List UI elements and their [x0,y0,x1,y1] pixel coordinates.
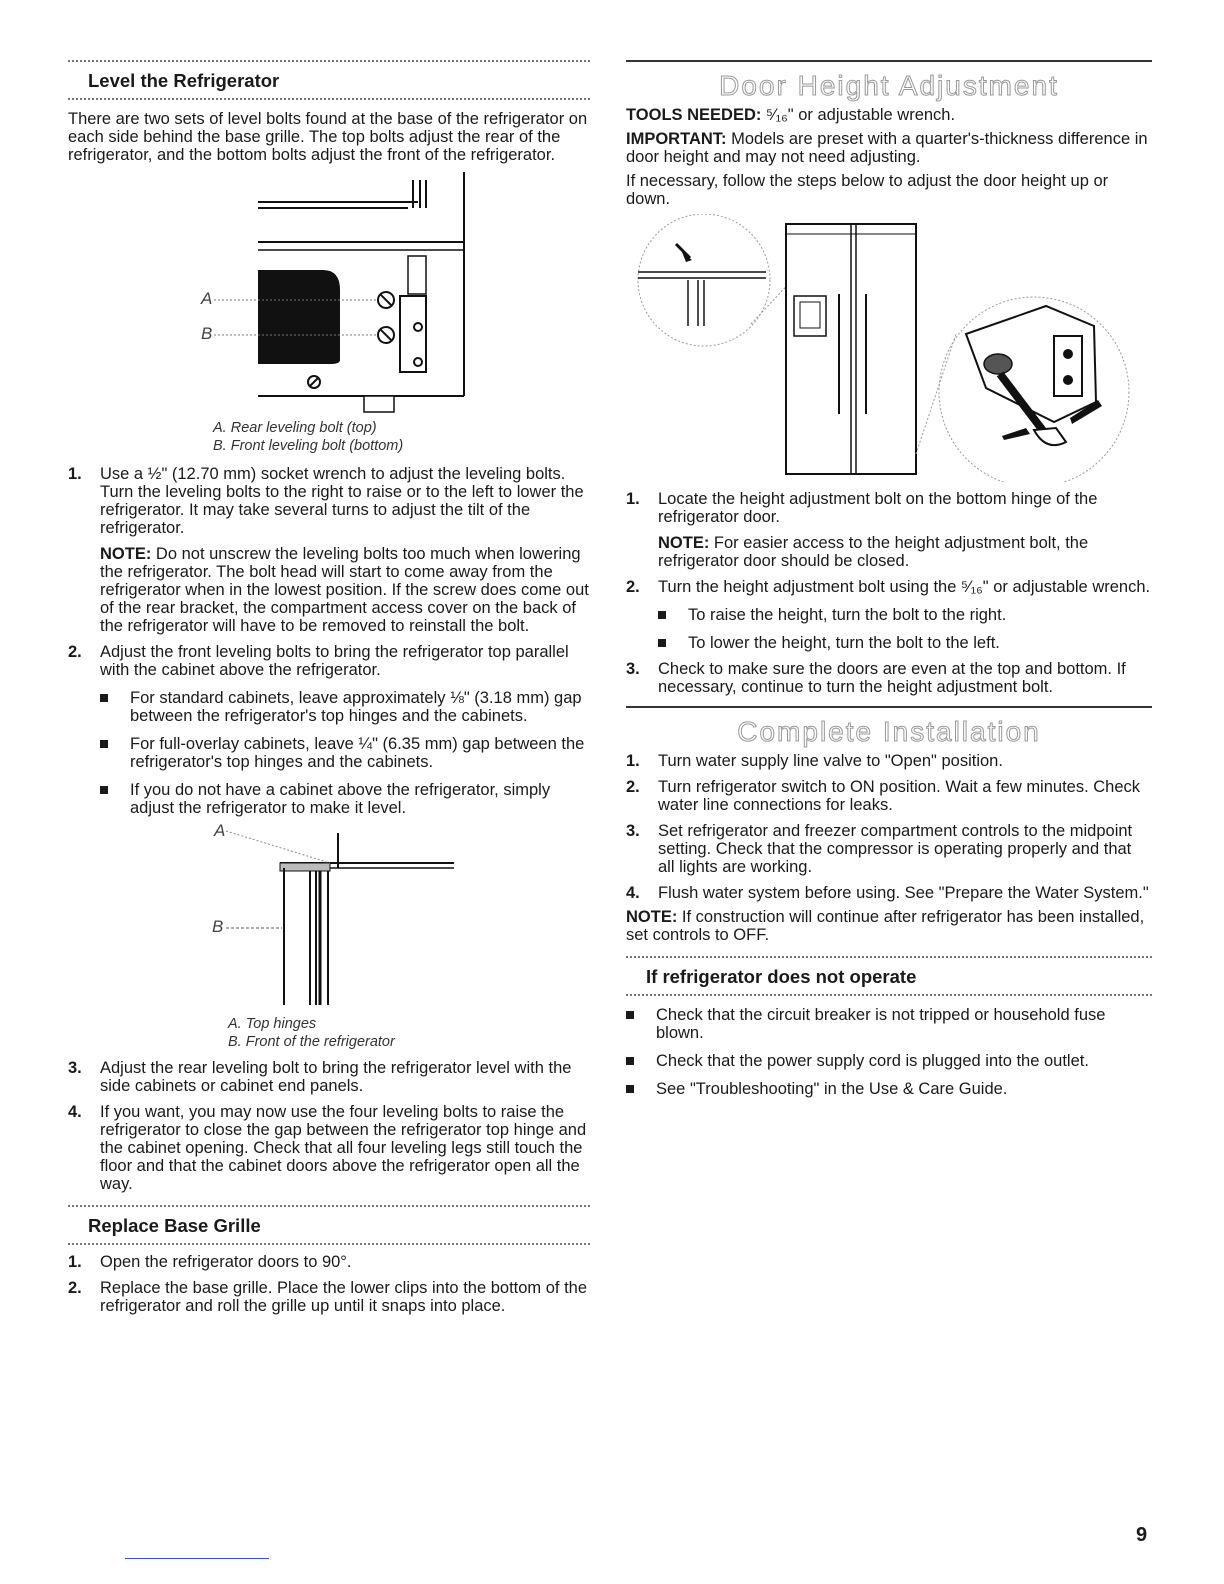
complete-note [626,908,1152,944]
tools-needed [626,106,1152,124]
note-text: If construction will continue after refrigerator has been installed, set controls to OFF. [626,908,1145,944]
list-item [68,643,590,817]
left-column [68,60,590,1315]
list-item [626,490,1152,570]
bullet-item: For standard cabinets, leave approximately ⅛" (3.18 mm) gap between the refrigerator's top hinges and the cabinets. [100,689,590,725]
step-number: 2. [626,778,640,796]
fig2-caption-b: B. Front of the refrigerator [228,1034,395,1050]
leveling-bolts-illustration [68,172,590,417]
level-steps-continued [68,1059,590,1193]
bullet-item: To raise the height, turn the bolt to the right. [658,606,1152,624]
step-text: Adjust the front leveling bolts to bring the refrigerator top parallel with the cabinet above the refrigerator. [100,643,569,679]
bullet-list [658,606,1152,652]
list-item [68,1253,590,1271]
step-number: 2. [626,578,640,596]
note-text: For easier access to the height adjustment bolt, the refrigerator door should be closed. [658,534,1089,570]
right-column [626,60,1152,1098]
divider [68,1205,590,1207]
complete-installation-title: Complete Installation [737,716,1041,747]
step-number: 2. [68,643,82,661]
step-note [100,545,590,635]
bullet-item: Check that the power supply cord is plugged into the outlet. [626,1052,1152,1070]
divider [68,1243,590,1245]
bullet-item: If you do not have a cabinet above the refrigerator, simply adjust the refrigerator to make it level. [100,781,590,817]
step-text: Flush water system before using. See "Prepare the Water System." [658,884,1149,902]
tools-text: ⁵⁄₁₆" or adjustable wrench. [761,106,956,124]
level-intro: There are two sets of level bolts found at the base of the refrigerator on each side behind the base grille. The top bolts adjust the rear of the refrigerator, and the bottom bolts adjust the front of the refrigerator. [68,110,588,164]
important-note [626,130,1152,166]
step-number: 1. [68,465,82,483]
step-number: 3. [626,660,640,678]
fig2-caption-a: A. Top hinges [228,1016,317,1032]
bullet-item: See "Troubleshooting" in the Use & Care Guide. [626,1080,1152,1098]
bullet-item: For full-overlay cabinets, leave ¼" (6.35 mm) gap between the refrigerator's top hinges and the cabinets. [100,735,590,771]
footer-rule [125,1558,269,1559]
top-hinges-figure [68,823,590,1013]
door-hinge-illustration [626,214,1152,482]
grille-steps [68,1253,590,1315]
step-number: 3. [626,822,640,840]
bullet-list [100,689,590,817]
step-number: 1. [626,490,640,508]
list-item [68,465,590,635]
step-number: 2. [68,1279,82,1297]
fig1-label-b: B [201,324,213,343]
step-number: 4. [68,1103,82,1121]
not-operate-heading: If refrigerator does not operate [646,966,917,987]
leveling-bolts-figure [68,172,590,417]
step-text: Open the refrigerator doors to 90°. [100,1253,352,1271]
step-text: Turn refrigerator switch to ON position. Wait a few minutes. Check water line connections for leaks. [658,778,1141,814]
note-label: NOTE: [626,908,678,926]
not-operate-list [626,1006,1152,1098]
section-rule [626,60,1152,62]
list-item [626,578,1152,652]
note-label: NOTE: [100,545,152,563]
step-text: Adjust the rear leveling bolt to bring the refrigerator level with the side cabinets or cabinet end panels. [100,1059,572,1095]
step-text: Replace the base grille. Place the lower clips into the bottom of the refrigerator and roll the grille up until it snaps into place. [100,1279,588,1315]
list-item [68,1059,590,1095]
level-heading: Level the Refrigerator [88,70,280,91]
door-intro: If necessary, follow the steps below to adjust the door height up or down. [626,172,1109,208]
step-text: If you want, you may now use the four leveling bolts to raise the refrigerator to close the gap between the refrigerator top hinge and the cabinet opening. Check that all four leveling legs still touch the floor and that the cabinet doors above the refrigerator open all the way. [100,1103,587,1193]
list-item [626,822,1152,876]
bullet-item: To lower the height, turn the bolt to the left. [658,634,1152,652]
divider [68,60,590,62]
section-rule [626,706,1152,708]
fig1-caption-a: A. Rear leveling bolt (top) [213,420,377,436]
fig2-label-b: B [212,917,224,936]
step-text: Turn the height adjustment bolt using the ⁵⁄₁₆" or adjustable wrench. [658,578,1151,596]
list-item [626,660,1152,696]
list-item [68,1279,590,1315]
grille-heading: Replace Base Grille [88,1215,261,1236]
list-item [626,884,1152,902]
divider [626,956,1152,958]
important-text: Models are preset with a quarter's-thickness difference in door height and may not need adjusting. [626,130,1148,166]
complete-steps [626,752,1152,902]
note-text: Do not unscrew the leveling bolts too much when lowering the refrigerator. The bolt head will start to come away from the refrigerator when in the lowest position. If the screw does come out of the rear bracket, the compartment access cover on the back of the refrigerator will have to be removed to reinstall the bolt. [100,545,589,635]
door-hinge-figure [626,214,1152,482]
step-number: 1. [626,752,640,770]
step-text: Check to make sure the doors are even at the top and bottom. If necessary, continue to turn the height adjustment bolt. [658,660,1126,696]
list-item [626,752,1152,770]
fig1-label-a: A [201,289,213,308]
bullet-item: Check that the circuit breaker is not tripped or household fuse blown. [626,1006,1152,1042]
step-text: Locate the height adjustment bolt on the bottom hinge of the refrigerator door. [658,490,1098,526]
important-label: IMPORTANT: [626,130,727,148]
fig2-label-a: A [214,821,226,840]
door-height-title: Door Height Adjustment [719,70,1059,101]
top-hinges-illustration [68,823,590,1013]
step-number: 1. [68,1253,82,1271]
step-note [658,534,1152,570]
list-item [68,1103,590,1193]
step-text: Turn water supply line valve to "Open" position. [658,752,1003,770]
step-number: 4. [626,884,640,902]
list-item [626,778,1152,814]
step-number: 3. [68,1059,82,1077]
divider [626,994,1152,996]
level-steps [68,465,590,817]
divider [68,98,590,100]
tools-label: TOOLS NEEDED: [626,106,762,124]
fig1-caption-b: B. Front leveling bolt (bottom) [213,438,404,454]
page-number: 9 [1136,1524,1148,1546]
step-text: Set refrigerator and freezer compartment controls to the midpoint setting. Check that the compressor is operating properly and that all lights are working. [658,822,1133,876]
note-label: NOTE: [658,534,710,552]
door-steps [626,490,1152,696]
step-text: Use a ½" (12.70 mm) socket wrench to adjust the leveling bolts. Turn the leveling bolts to the right to raise or to the left to lower the refrigerator. It may take several turns to adjust the tilt of the refrigerator. [100,465,584,537]
